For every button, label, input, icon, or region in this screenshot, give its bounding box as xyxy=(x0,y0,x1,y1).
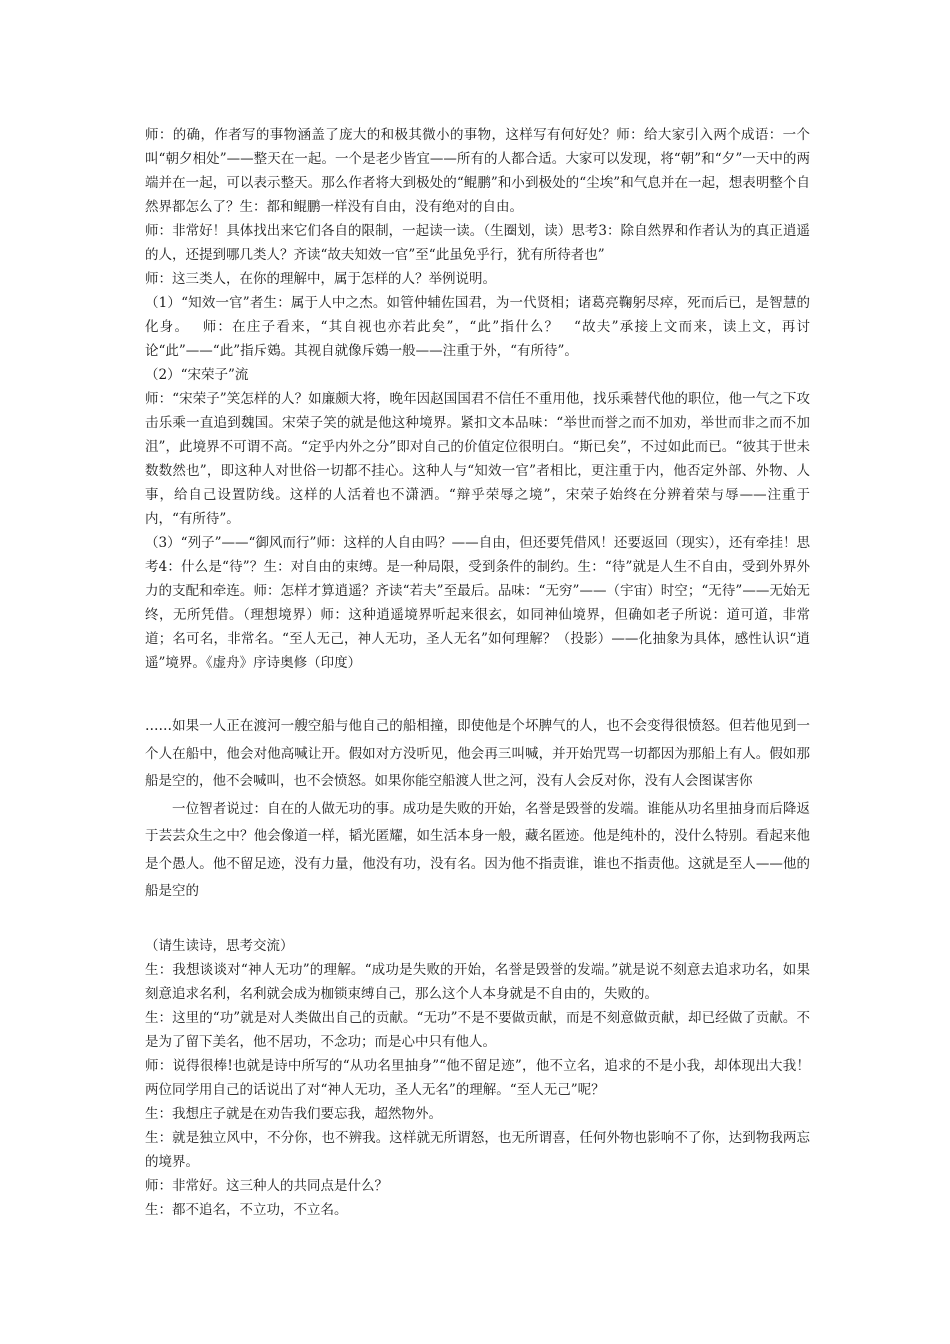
poem-paragraph-2: 一位智者说过：自在的人做无功的事。成功是失败的开始，名誉是毁誉的发端。谁能从功名里抽身而后降返于芸芸众生之中？他会像道一样，韬光匿耀，如生活本身一般，藏名匿迹。他是纯朴的，没什么特别。看起来他是个愚人。他不留足迹，没有力量，他没有功，没有名。因为他不指责谁，谁也不指责他。这就是至人——他的船是空的 xyxy=(145,800,810,899)
paragraph-13: 生：就是独立风中，不分你，也不辨我。这样就无所谓怒，也无所谓喜，任何外物也影响不了你，达到物我两忘的境界。 xyxy=(145,1129,810,1170)
paragraph-1: 师：的确，作者写的事物涵盖了庞大的和极其微小的事物，这样写有何好处？师：给大家引入两个成语：一个叫“朝夕相处”——整天在一起。一个是老少皆宜——所有的人都合适。大家可以发现，将“朝”和“夕”一天中的两端并在一起，可以表示整天。那么作者将大到极处的“鲲鹏”和小到极处的“尘埃”和气息并在一起，想表明整个自然界都怎么了？生：都和鲲鹏一样没有自由，没有绝对的自由。 xyxy=(145,127,810,215)
paragraph-12: 生：我想庄子就是在劝告我们要忘我，超然物外。 xyxy=(145,1105,442,1122)
paragraph-11: 师：说得很棒!也就是诗中所写的“从功名里抽身”“他不留足迹”，他不立名，追求的不是小我，却体现出大我！两位同学用自己的话说出了对“神人无功，圣人无名”的理解。“至人无己”呢？ xyxy=(145,1057,810,1098)
paragraph-6: 师：“宋荣子”笑怎样的人？如廉颇大将，晚年因赵国国君不信任不重用他，找乐乘替代他的职位，他一气之下攻击乐乘一直追到魏国。宋荣子笑的就是他这种境界。紧扣文本品味：“举世而誉之而不加劝，举世而非之而不加沮”，此境界不可谓不高。“定乎内外之分”即对自己的价值定位很明白。“斯已矣”，不过如此而已。“彼其于世未数数然也”，即这种人对世俗一切都不挂心。这种人与“知效一官”者相比，更注重于内，他否定外部、外物、人事，给自己设置防线。这样的人活着也不潇洒。“辩乎荣辱之境”，宋荣子始终在分辨着荣与辱——注重于内，“有所待”。 xyxy=(145,391,810,527)
paragraph-14: 师：非常好。这三种人的共同点是什么？ xyxy=(145,1177,388,1194)
paragraph-4: （1）“知效一官”者生：属于人中之杰。如管仲辅佐国君，为一代贤相；诸葛亮鞠躬尽瘁，死而后已，是智慧的化身。 师：在庄子看来，“其自视也亦若此矣”，“此”指什么？ “故夫”承接上文而来，读上文，再讨论“此”——“此”指斥鴳。其视自就像斥鴳一般——注重于外，“有所待”。 xyxy=(145,295,810,359)
document-page xyxy=(145,123,810,1222)
paragraph-10: 生：这里的“功”就是对人类做出自己的贡献。“无功”不是不要做贡献，而是不刻意做贡献，却已经做了贡献。不是为了留下美名，他不居功，不念功；而是心中只有他人。 xyxy=(145,1009,810,1050)
paragraph-2: 师：非常好！具体找出来它们各自的限制，一起读一读。（生圈划，读）思考3：除自然界和作者认为的真正逍遥的人，还提到哪几类人？齐读“故夫知效一官”至“此虽免乎行，犹有所待者也” xyxy=(145,223,810,263)
paragraph-5: （2）“宋荣子”流 xyxy=(145,367,249,383)
paragraph-9: 生：我想谈谈对“神人无功”的理解。“成功是失败的开始，名誉是毁誉的发端。”就是说不刻意去追求功名，如果刻意追求名利，名利就会成为枷锁束缚自己，那么这个人本身就是不自由的，失败的。 xyxy=(145,961,810,1002)
paragraph-7: （3）“列子”——“御风而行”师：这样的人自由吗？——自由，但还要凭借风！还要返回（现实），还有牵挂！思考4：什么是“待”？生：对自由的束缚。是一种局限，受到条件的制约。生：“待”就是人生不自由，受到外界外力的支配和牵连。师：怎样才算逍遥？齐读“若夫”至最后。品味：“无穷”——（宇宙）时空；“无待”——无始无终，无所凭借。（理想境界）师：这种逍遥境界听起来很玄，如同神仙境界，但确如老子所说：道可道，非常道；名可名，非常名。“至人无己，神人无功，圣人无名”如何理解？（投影）——化抽象为具体，感性认识“逍遥”境界。《虚舟》序诗奥修（印度） xyxy=(145,535,810,671)
paragraph-8: （请生读诗，思考交流） xyxy=(145,937,294,954)
paragraph-3: 师：这三类人，在你的理解中，属于怎样的人？举例说明。 xyxy=(145,271,496,287)
poem-paragraph-1: ……如果一人正在渡河一艘空船与他自己的船相撞，即使他是个坏脾气的人，也不会变得很愤怒。但若他见到一个人在船中，他会对他高喊让开。假如对方没听见，他会再三叫喊，并开始咒骂一切都因为那船上有人。假如那船是空的，他不会喊叫，也不会愤怒。如果你能空船渡人世之河，没有人会反对你，没有人会图谋害你 xyxy=(145,718,810,789)
paragraph-15: 生：都不追名，不立功，不立名。 xyxy=(145,1201,348,1218)
